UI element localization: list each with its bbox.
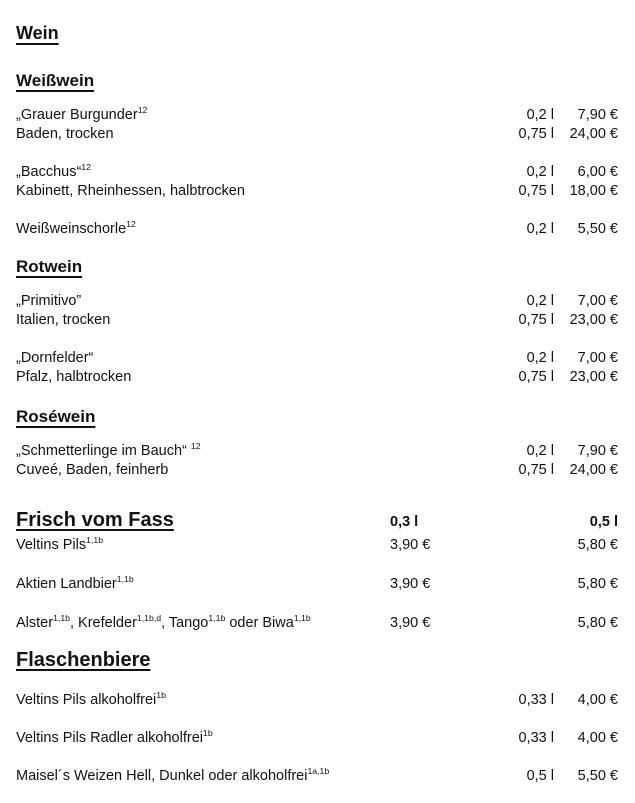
volume-label: 0,75 l	[518, 126, 554, 142]
item-name: Weißweinschorle$^{12}$	[16, 219, 136, 237]
volume-label: 0,2 l	[526, 164, 554, 180]
price-label: 7,00 €	[577, 293, 618, 309]
volume-label: 0,2 l	[526, 350, 554, 366]
price-label: 23,00 €	[569, 312, 618, 328]
price-label: 24,00 €	[569, 462, 618, 478]
item-description: Kabinett, Rheinhessen, halbtrocken	[16, 183, 245, 199]
price-label: 6,00 €	[577, 164, 618, 180]
section-heading-rotwein: Rotwein	[16, 257, 83, 276]
wine-item-bacchus	[16, 163, 618, 201]
fass-item-alster-krefelder-tango-biwa	[16, 614, 618, 633]
item-name: Veltins Pils alkoholfrei$^{1b}$	[16, 690, 166, 708]
item-description: Pfalz, halbtrocken	[16, 369, 132, 385]
item-name: „Grauer Burgunder$^{12}$	[16, 105, 148, 123]
price-03l: 3,90 €	[390, 576, 431, 592]
volume-label: 0,5 l	[526, 768, 554, 784]
price-label: 18,00 €	[569, 183, 618, 199]
section-heading-weisswein: Weißwein	[16, 71, 95, 90]
volume-label: 0,75 l	[518, 183, 554, 199]
volume-label: 0,2 l	[526, 221, 554, 237]
item-name: „Primitivo”	[16, 293, 82, 309]
wine-item-weissweinschorle	[16, 220, 618, 239]
price-03l: 3,90 €	[390, 537, 431, 553]
section-heading-fass: Frisch vom Fass	[16, 509, 174, 531]
item-name: Veltins Pils$^{1,1b}$	[16, 535, 104, 553]
section-heading-rosewein: Roséwein	[16, 407, 96, 426]
price-03l: 3,90 €	[390, 615, 431, 631]
wine-item-primitivo	[16, 292, 618, 330]
column-header-05l: 0,5 l	[589, 514, 618, 530]
column-header-03l: 0,3 l	[390, 514, 419, 530]
item-description: Baden, trocken	[16, 126, 114, 142]
price-label: 4,00 €	[577, 730, 618, 746]
volume-label: 0,2 l	[526, 443, 554, 459]
item-name: Aktien Landbier$^{1,1b}$	[16, 574, 134, 592]
item-description: Cuveé, Baden, feinherb	[16, 462, 169, 478]
bottle-item-veltins-alkoholfrei	[16, 691, 618, 710]
volume-label: 0,75 l	[518, 462, 554, 478]
price-05l: 5,80 €	[577, 537, 618, 553]
section-heading-flaschenbiere: Flaschenbiere	[16, 649, 151, 671]
wine-item-schmetterlinge	[16, 442, 618, 480]
price-label: 24,00 €	[569, 126, 618, 142]
item-name: Maisel´s Weizen Hell, Dunkel oder alkoholfrei$^{1a,1b}$	[16, 766, 330, 784]
price-label: 4,00 €	[577, 692, 618, 708]
volume-label: 0,2 l	[526, 107, 554, 123]
volume-label: 0,2 l	[526, 293, 554, 309]
volume-label: 0,75 l	[518, 369, 554, 385]
wine-item-grauer-burgunder	[16, 106, 618, 144]
bottle-item-veltins-radler-alkoholfrei	[16, 729, 618, 748]
price-label: 5,50 €	[577, 221, 618, 237]
item-name: „Dornfelder“	[16, 350, 94, 366]
price-label: 23,00 €	[569, 369, 618, 385]
price-label: 7,90 €	[577, 443, 618, 459]
item-name: „Schmetterlinge im Bauch“ $^{12}$	[16, 441, 201, 459]
volume-label: 0,33 l	[518, 692, 554, 708]
fass-item-aktien-landbier	[16, 575, 618, 594]
item-name: Alster$^{1,1b}$, Krefelder$^{1,1b,d}$, Tango$^{1,1b}$ oder Biwa$^{1,1b}$	[16, 613, 311, 631]
price-05l: 5,80 €	[577, 615, 618, 631]
price-label: 7,90 €	[577, 107, 618, 123]
volume-label: 0,33 l	[518, 730, 554, 746]
item-name: Veltins Pils Radler alkoholfrei$^{1b}$	[16, 728, 213, 746]
fass-header-row	[16, 508, 618, 532]
item-name: „Bacchus“$^{12}$	[16, 162, 91, 180]
price-label: 5,50 €	[577, 768, 618, 784]
wine-item-dornfelder	[16, 349, 618, 387]
page-title: Wein	[16, 23, 59, 43]
fass-item-veltins-pils	[16, 536, 618, 555]
price-05l: 5,80 €	[577, 576, 618, 592]
bottle-item-maisels-weizen	[16, 767, 618, 786]
item-description: Italien, trocken	[16, 312, 111, 328]
volume-label: 0,75 l	[518, 312, 554, 328]
price-label: 7,00 €	[577, 350, 618, 366]
